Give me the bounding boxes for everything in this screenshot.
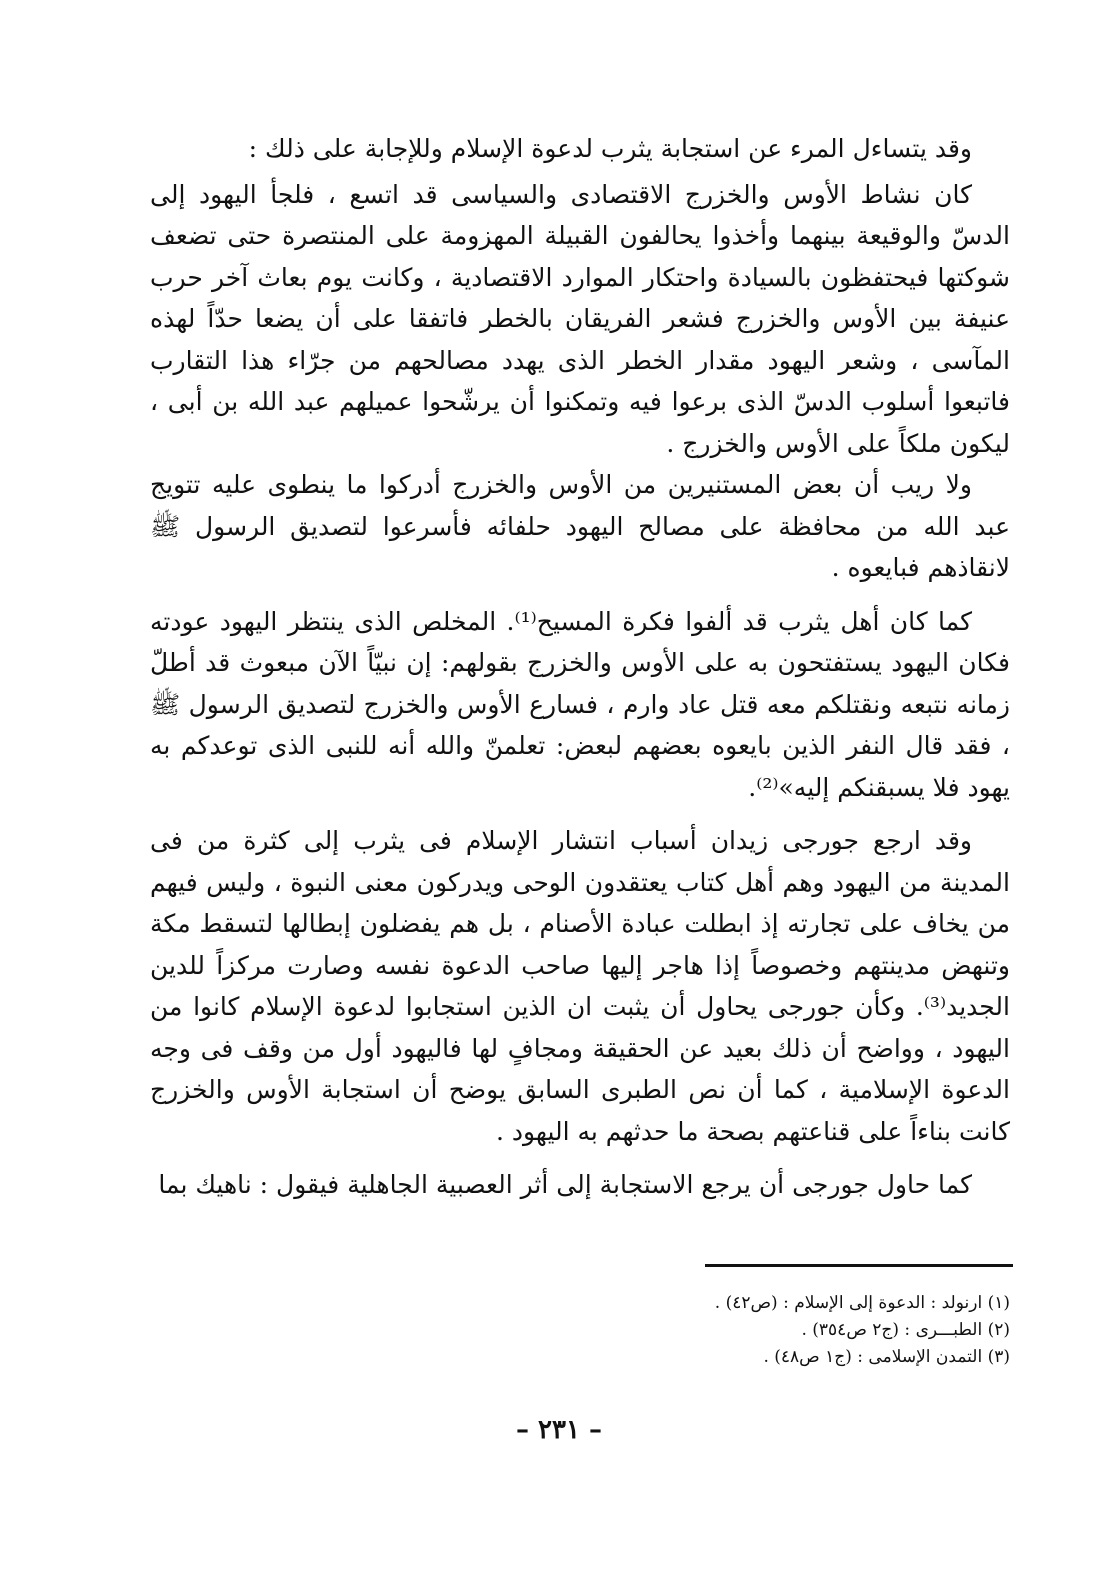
- footnote-1: (١) ارنولد : الدعوة إلى الإسلام : (ص٤٢) .: [714, 1293, 1010, 1313]
- paragraph-intro-question: وقد يتساءل المرء عن استجابة يثرب لدعوة الإسلام وللإجابة على ذلك :: [248, 134, 972, 163]
- footnote-3: (٣) التمدن الإسلامى : (ج١ ص٤٨) .: [763, 1347, 1010, 1367]
- paragraph-aws-khazraj-activity: كان نشاط الأوس والخزرج الاقتصادى والسياسى قد اتسع ، فلجأ اليهود إلى الدسّ والوقيعة بينهما وأخذوا يحالفون القبيلة المهزومة على المنتصرة حتى تضعف شوكتها فيحتفظون بالسيادة واحتكار الموارد الاقتصادية ، وكانت يوم بعاث آخر حرب عنيفة بين الأوس والخزرج فشعر الفريقان بالخطر فاتفقا على أن يضعا حدّاً لهذه المآسى ، وشعر اليهود مقدار الخطر الذى يهدد مصالحهم من جرّاء هذا التقارب فاتبعوا أسلوب الدسّ الذى برعوا فيه وتمكنوا أن يرشّحوا عميلهم عبد الله بن أبى ، ليكون ملكاً على الأوس والخزرج .: [150, 179, 1010, 458]
- main-text: [150, 128, 1010, 1206]
- footnotes: [560, 1290, 1010, 1371]
- page-number: – ٢٣١ –: [515, 1415, 603, 1445]
- footnote-2: (٢) الطبـــرى : (ج٢ ص٣٥٤) .: [801, 1320, 1010, 1340]
- paragraph-enlightened: ولا ريب أن بعض المستنيرين من الأوس والخزرج أدركوا ما ينطوى عليه تتويج عبد الله من محافظة على مصالح اليهود حلفائه فأسرعوا لتصديق الرسول ﷺ لانقاذهم فبايعوه .: [150, 470, 1010, 582]
- paragraph-jurji-zaydan: وقد ارجع جورجى زيدان أسباب انتشار الإسلام فى يثرب إلى كثرة من فى المدينة من اليهود وهم أهل كتاب يعتقدون الوحى ويدركون معنى النبوة ، وليس فيهم من يخاف على تجارته إذ ابطلت عبادة الأصنام ، بل هم يفضلون إبطالها لتسقط مكة وتنهض مدينتهم وخصوصاً إذا هاجر إليها صاحب الدعوة نفسه وصارت مركزاً للدين الجديد⁽³⁾. وكأن جورجى يحاول أن يثبت ان الذين استجابوا لدعوة الإسلام كانوا من اليهود ، وواضح أن ذلك بعيد عن الحقيقة ومجافٍ لها فاليهود أول من وقف فى وجه الدعوة الإسلامية ، كما أن نص الطبرى السابق يوضح أن استجابة الأوس والخزرج كانت بناءاً على قناعتهم بصحة ما حدثهم به اليهود .: [150, 826, 1010, 1146]
- footnote-separator: [705, 1264, 1013, 1267]
- paragraph-messiah: كما كان أهل يثرب قد ألفوا فكرة المسيح⁽¹⁾. المخلص الذى ينتظر اليهود عودته فكان اليهود يستفتحون به على الأوس والخزرج بقولهم: إن نبيّاً الآن مبعوث قد أطلّ زمانه نتبعه ونقتلكم معه قتل عاد وارم ، فسارع الأوس والخزرج لتصديق الرسول ﷺ ، فقد قال النفر الذين بايعوه بعضهم لبعض: تعلمنّ والله أنه للنبى الذى توعدكم به يهود فلا يسبقنكم إليه»⁽²⁾.: [150, 606, 1010, 802]
- paragraph-tribalism: كما حاول جورجى أن يرجع الاستجابة إلى أثر العصبية الجاهلية فيقول : ناهيك بما: [158, 1170, 972, 1199]
